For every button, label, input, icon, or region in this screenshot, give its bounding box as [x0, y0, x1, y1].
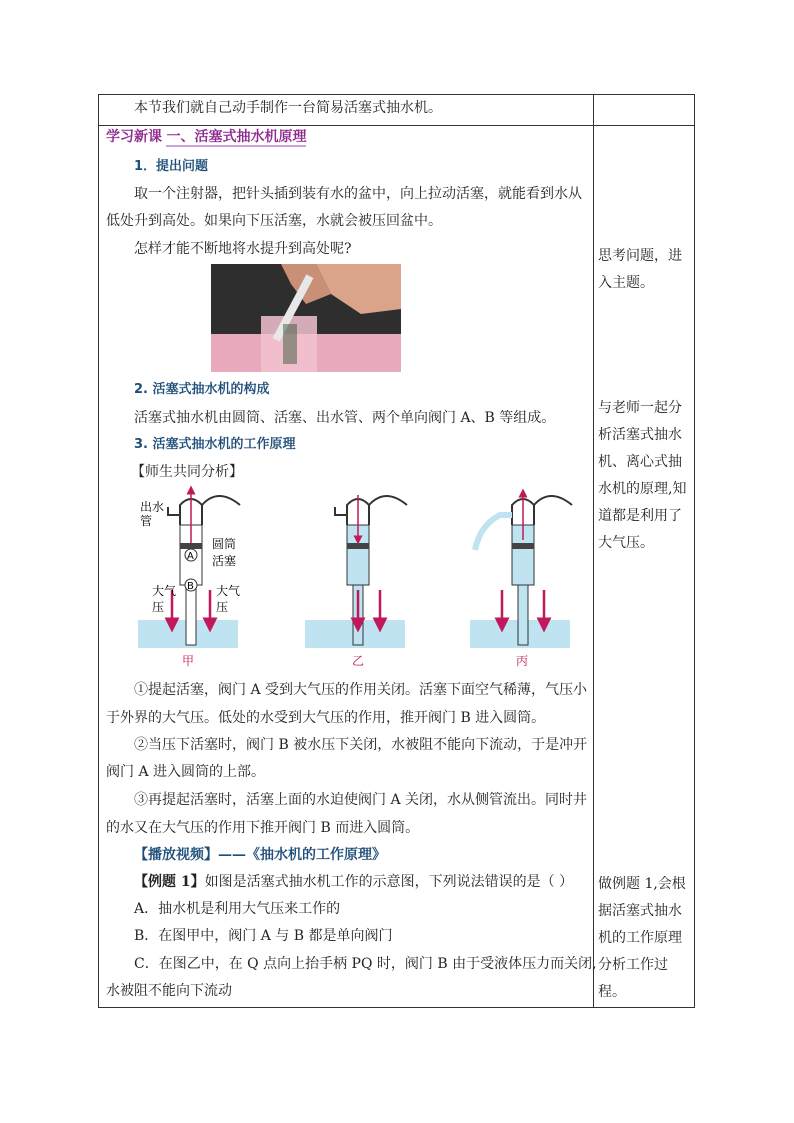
caption-yi: 乙: [352, 654, 365, 668]
syringe-photo: [211, 264, 401, 372]
atm-left-2: 压: [152, 600, 165, 614]
pump-jia: [138, 490, 240, 668]
section-heading: [106, 127, 306, 147]
pump-yi: [305, 495, 407, 668]
example-question: 如图是活塞式抽水机工作的示意图，下列说法错误的是（ ）: [204, 874, 574, 890]
example-option-b: B．在图甲中，阀门 A 与 B 都是单向阀门: [134, 928, 393, 944]
q1-question: 怎样才能不断地将水提升到高处呢?: [134, 241, 352, 257]
video-title: ——《抽水机的工作原理》: [218, 847, 386, 863]
piston-label: 活塞: [212, 554, 237, 568]
q3-heading: 3. 活塞式抽水机的工作原理: [134, 437, 296, 452]
example-option-a: A．抽水机是利用大气压来工作的: [134, 901, 341, 917]
step2-line1: ②当压下活塞时，阀门 B 被水压下关闭，水被阻不能向下流动，于是冲开: [134, 737, 588, 753]
step1-line1: ①提起活塞，阀门 A 受到大气压的作用关闭。活塞下面空气稀薄，气压小: [134, 682, 588, 698]
q1-paragraph-line2: 低处升到高处。如果向下压活塞，水就会被压回盆中。: [106, 213, 442, 229]
outlet-label-1: 出水: [140, 500, 165, 514]
analysis-tag: 【师生共同分析】: [131, 464, 243, 480]
pump-bing: [470, 493, 572, 668]
q1-paragraph-line1: 取一个注射器，把针头插到装有水的盆中，向上拉动活塞，就能看到水从: [134, 186, 582, 202]
q1-heading: 1．提出问题: [134, 159, 209, 174]
q2-paragraph: 活塞式抽水机由圆筒、活塞、出水管、两个单向阀门 A、B 等组成。: [134, 410, 556, 426]
side-note-2: 与老师一起分析活塞式抽水机、离心式抽水机的原理,知道都是利用了大气压。: [598, 400, 687, 551]
caption-bing: 丙: [516, 654, 529, 668]
intro-text: 本节我们就自己动手制作一台简易活塞式抽水机。: [134, 100, 442, 116]
side-note-3: 做例题 1,会根据活塞式抽水机的工作原理分析工作过程。: [598, 876, 686, 1000]
example-option-c-line1: C．在图乙中，在 Q 点向上抬手柄 PQ 时，阀门 B 由于受液体压力而关闭,: [134, 956, 597, 972]
section-title: 一、活塞式抽水机原理: [166, 129, 307, 145]
step3-line1: ③再提起活塞时，活塞上面的水迫使阀门 A 关闭，水从侧管流出。同时井: [134, 792, 588, 808]
step3-line2: 的水又在大气压的作用下推开阀门 B 而进入圆筒。: [106, 820, 420, 836]
video-tag: 【播放视频】: [134, 847, 218, 863]
example-option-c-line2: 水被阻不能向下流动: [106, 983, 232, 999]
q2-heading: 2. 活塞式抽水机的构成: [134, 382, 270, 397]
column-divider: [593, 95, 594, 1007]
caption-jia: 甲: [182, 654, 195, 668]
row-divider: [99, 125, 694, 126]
video-line: [134, 845, 386, 865]
step1-line2: 于外界的大气压。低处的水受到大气压的作用，推开阀门 B 进入圆筒。: [106, 710, 546, 726]
valve-b-label: B: [187, 581, 194, 592]
outlet-label-2: 管: [140, 514, 153, 528]
step2-line2: 阀门 A 进入圆筒的上部。: [106, 764, 266, 780]
atm-right-2: 压: [216, 600, 229, 614]
valve-a-label: A: [187, 551, 194, 562]
atm-right-1: 大气: [216, 584, 241, 598]
section-prefix: 学习新课: [106, 129, 162, 145]
example-line: [134, 872, 573, 892]
side-note-1: 思考问题，进入主题。: [598, 248, 682, 291]
pump-diagrams: [130, 485, 590, 675]
cylinder-label: 圆筒: [212, 537, 237, 551]
atm-left-1: 大气: [152, 584, 177, 598]
example-tag: 【例题 1】: [134, 874, 205, 890]
